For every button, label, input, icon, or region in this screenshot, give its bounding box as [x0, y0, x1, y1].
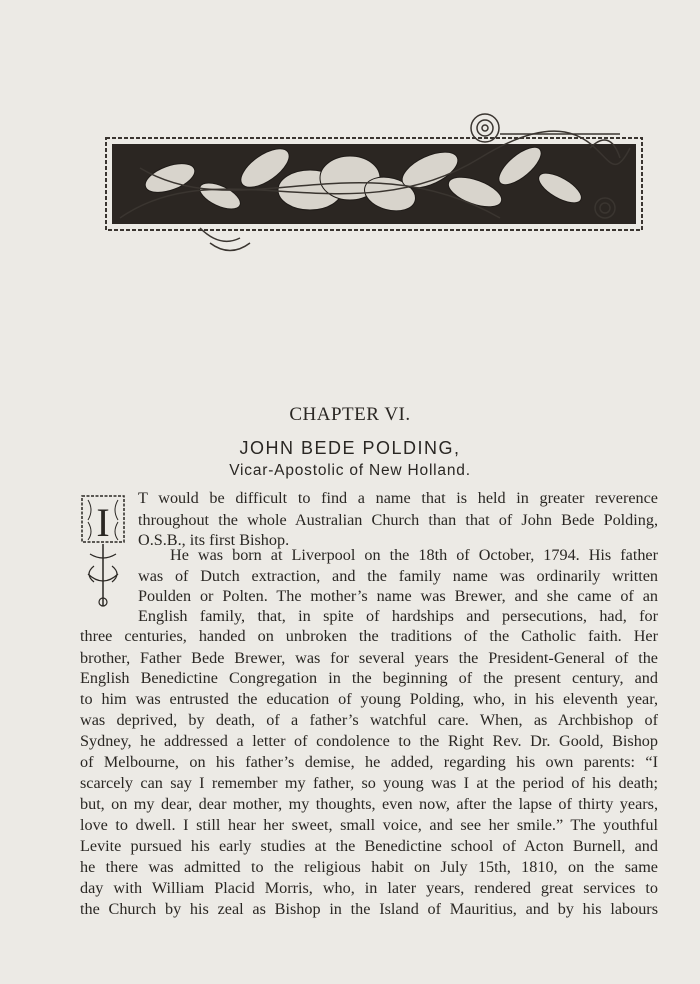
body-line: of Melbourne, on his father’s demise, he added, regarding his own parents: “I: [80, 753, 658, 771]
body-line: Levite pursued his early studies at the Benedictine school of Acton Burnell, and: [80, 837, 658, 855]
body-line: was of Dutch extraction, and the family name was ordinarily written: [138, 567, 658, 585]
ornamental-drop-cap: [80, 494, 126, 614]
body-line: Sydney, he addressed a letter of condolence to the Right Rev. Dr. Goold, Bishop: [80, 732, 658, 750]
body-line: he there was admitted to the religious habit on July 15th, 1810, on the same: [80, 858, 658, 876]
body-line: was deprived, by death, of a father’s watchful care. When, as Archbishop of: [80, 711, 658, 729]
body-line: T would be difficult to find a name that is held in greater reverence: [138, 489, 658, 507]
body-line: three centuries, handed on unbroken the traditions of the Catholic faith. Her: [80, 627, 658, 645]
body-line: throughout the whole Australian Church than that of John Bede Polding,: [138, 511, 658, 529]
body-line: love to dwell. I still hear her sweet, small voice, and see her smile.” The youthful: [80, 816, 658, 834]
drop-cap-letter: I: [96, 500, 110, 545]
body-line: but, on my dear, dear mother, my thoughts, even now, after the lapse of thirty years,: [80, 795, 658, 813]
body-line: brother, Father Bede Brewer, was for several years the President-General of the: [80, 649, 658, 667]
floral-headpiece: [100, 108, 648, 258]
body-line: Poulden or Polten. The mother’s name was Brewer, and she came of an: [138, 587, 658, 605]
body-line: English Benedictine Congregation in the beginning of the present century, and: [80, 669, 658, 687]
chapter-subtitle: Vicar-Apostolic of New Holland.: [229, 462, 471, 479]
body-line: scarcely can say I remember my father, so young was I at the period of his death;: [80, 774, 658, 792]
body-line: the Church by his zeal as Bishop in the Island of Mauritius, and by his labours: [80, 900, 658, 918]
body-line: to him was entrusted the education of young Polding, who, in his eleventh year,: [80, 690, 658, 708]
chapter-heading: CHAPTER VI.: [289, 404, 411, 425]
body-line: day with William Placid Morris, who, in later years, rendered great services to: [80, 879, 658, 897]
body-line: He was born at Liverpool on the 18th of October, 1794. His father: [170, 546, 658, 564]
body-line: O.S.B., its first Bishop.: [138, 531, 290, 549]
body-line: English family, that, in spite of hardships and persecutions, had, for: [138, 607, 658, 625]
chapter-title: JOHN BEDE POLDING,: [239, 438, 461, 458]
